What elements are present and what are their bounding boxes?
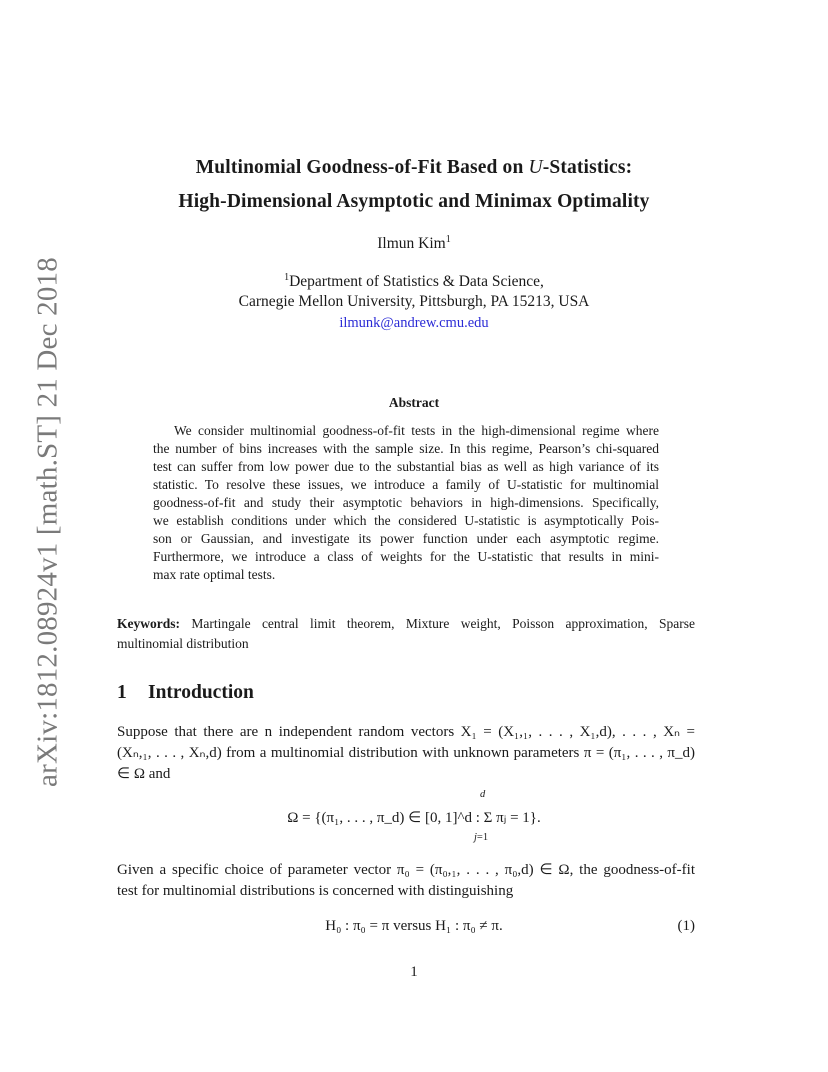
affiliation-line-2: Carnegie Mellon University, Pittsburgh, PA 15213, USA [238, 293, 590, 310]
paragraph-2-line-1: Given a specific choice of parameter vector π₀ = (π₀,₁, . . . , π₀,d) ∈ Ω, the goodness-of-fit [117, 862, 695, 878]
abstract-line: test can suffer from low power due to the substantial bias as well as high variance of its [153, 459, 659, 474]
abstract-line: Furthermore, we introduce a class of weights for the U-statistic that results in mini- [153, 549, 659, 564]
equation-omega: Ω = {(π₁, . . . , π_d) ∈ [0, 1]^d : Σ πⱼ = 1}. [287, 810, 541, 826]
abstract-line: we establish conditions under which the considered U-statistic is asymptotically Pois- [153, 513, 659, 528]
keywords-text-1: Martingale central limit theorem, Mixture weight, Poisson approximation, Sparse [191, 616, 695, 631]
abstract-line: goodness-of-fit and study their asymptotic behaviors in high-dimensions. Specifically, [153, 495, 659, 510]
abstract-line: We consider multinomial goodness-of-fit tests in the high-dimensional regime where [174, 423, 659, 438]
abstract-body [153, 422, 659, 584]
abstract-line: max rate optimal tests. [153, 567, 276, 582]
paragraph-1-line-1: Suppose that there are n independent random vectors X₁ = (X₁,₁, . . . , X₁,d), . . . , Xₙ = [117, 724, 695, 740]
paragraph-1 [117, 722, 695, 785]
affiliation-department: Department of Statistics & Data Science, [289, 273, 544, 291]
author: Ilmun Kim$^1$ [377, 234, 451, 253]
title-line-2: High-Dimensional Asymptotic and Minimax Optimality [178, 191, 650, 212]
section-heading [117, 682, 254, 704]
equation-number: (1) [677, 918, 695, 934]
paragraph-1-line-3: ∈ Ω and [117, 766, 171, 782]
sum-upper-limit: d [480, 789, 486, 800]
equation-hypothesis: H₀ : π₀ = π versus H₁ : π₀ ≠ π. [325, 918, 503, 934]
arxiv-stamp: arXiv:1812.08924v1 [math.ST] 21 Dec 2018 [31, 257, 64, 787]
author-name: Ilmun Kim [377, 235, 446, 253]
affiliation-line-1: $^1$Department of Statistics & Data Science, [284, 272, 544, 291]
keywords-label: Keywords: [117, 616, 180, 631]
keywords-line-1 [117, 614, 695, 634]
keywords-line-2: multinomial distribution [117, 636, 249, 651]
section-title: Introduction [148, 682, 254, 703]
author-email-link[interactable]: ilmunk@andrew.cmu.edu [339, 315, 489, 331]
abstract-line: statistic. To resolve these issues, we introduce a family of U-statistic for multinomial [153, 477, 659, 492]
abstract-line: the number of bins increases with the sample size. In this regime, Pearson’s chi-squared [153, 441, 659, 456]
sum-lower-limit: j=1 [474, 832, 489, 843]
title-line-1: Multinomial Goodness-of-Fit Based on U-Statistics: [195, 157, 633, 178]
page-number: 1 [410, 964, 418, 980]
paragraph-1-line-2: (Xₙ,₁, . . . , Xₙ,d) from a multinomial distribution with unknown parameters π = (π₁, . . . , π_d) [117, 745, 695, 761]
keywords [117, 614, 695, 654]
abstract-heading: Abstract [388, 395, 440, 410]
paragraph-2-line-2: test for multinomial distributions is concerned with distinguishing [117, 883, 514, 899]
paragraph-2 [117, 860, 695, 902]
section-number: 1 [117, 682, 127, 703]
abstract-line: son or Gaussian, and investigate its power function under each asymptotic regime. [153, 531, 659, 546]
